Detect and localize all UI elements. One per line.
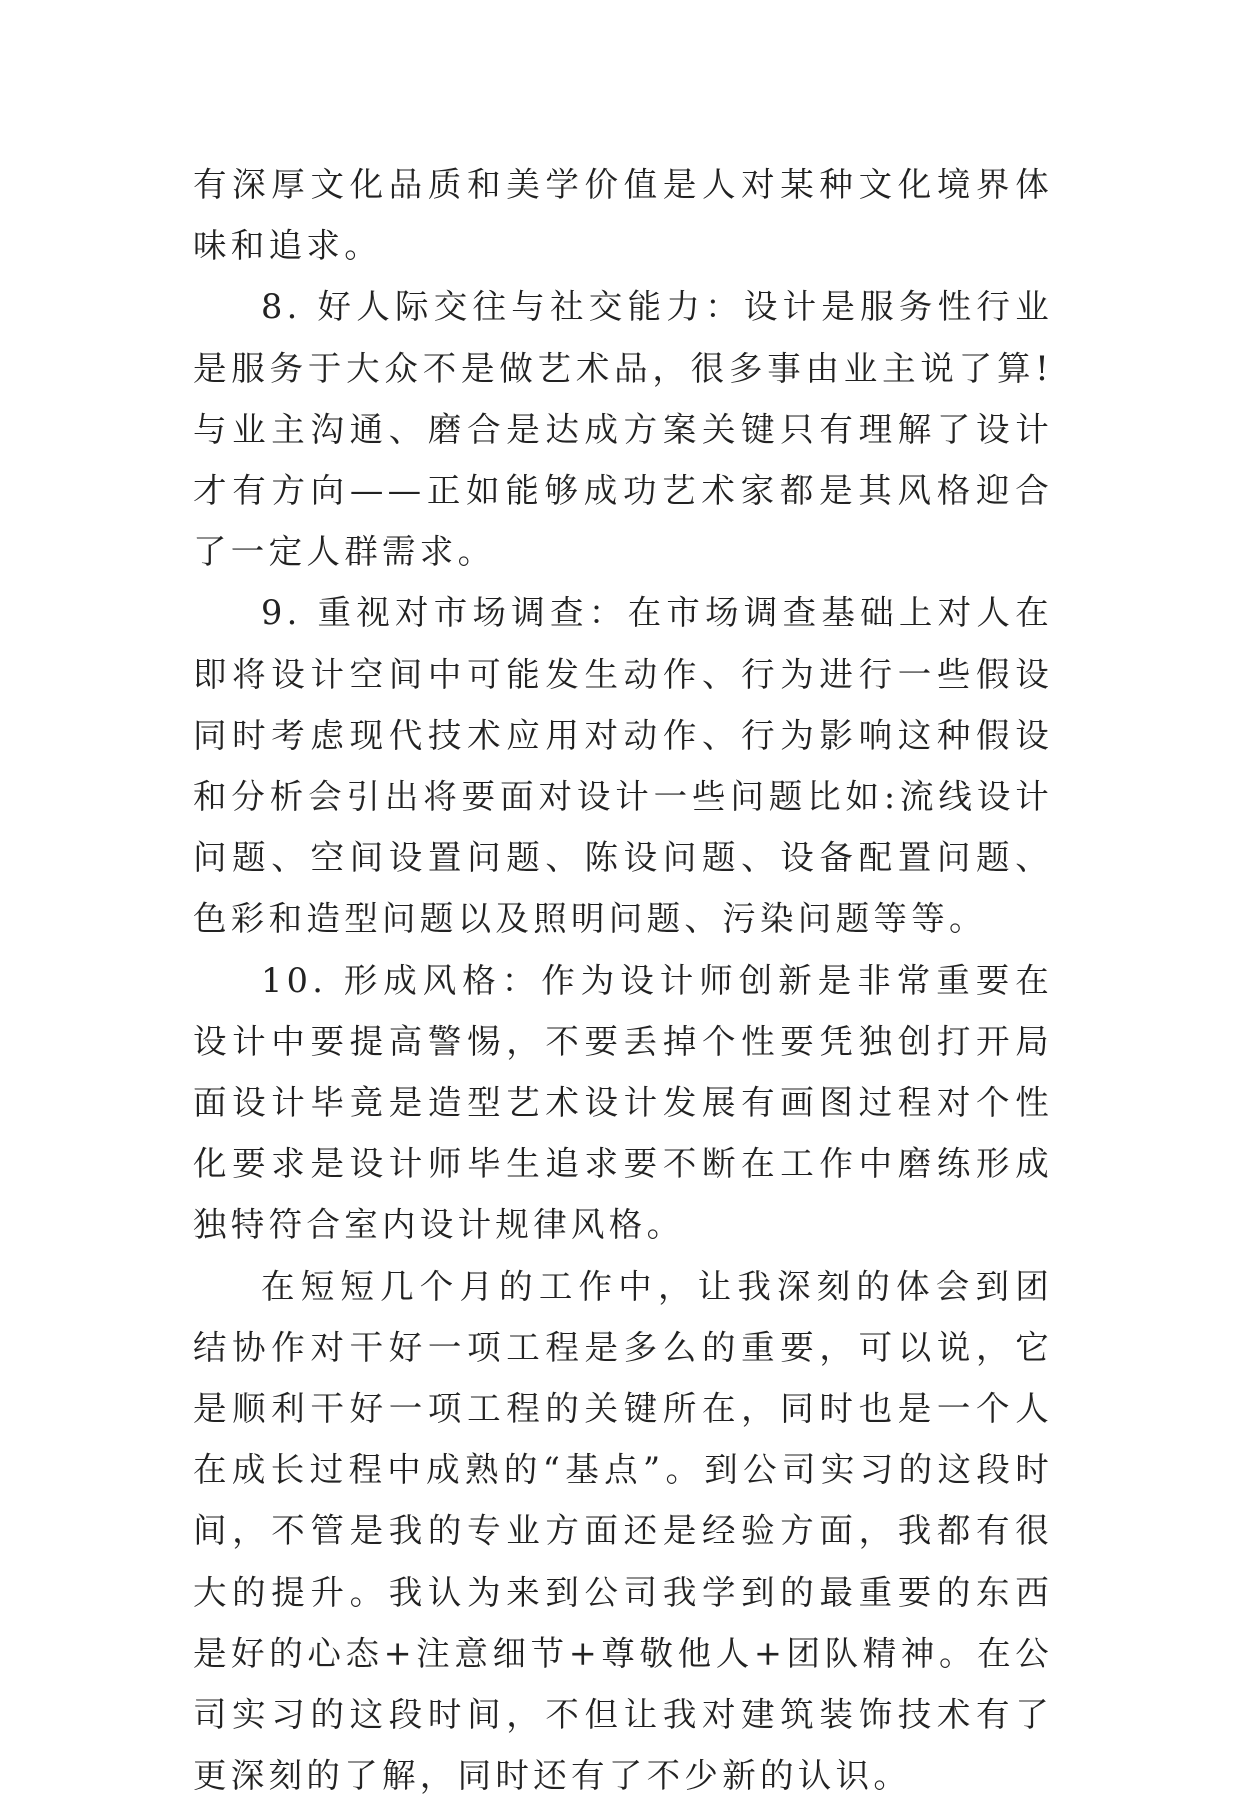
document-body: [193, 154, 1053, 1806]
paragraph-continuation: 有深厚文化品质和美学价值是人对某种文化境界体味和追求。: [193, 165, 1053, 266]
paragraph-item-8: 8. 好人际交往与社交能力：设计是服务性行业是服务于大众不是做艺术品，很多事由业主说了算!与业主沟通、磨合是达成方案关键只有理解了设计才有方向——正如能够成功艺术家都是其风格迎合了一定人群需求。: [193, 287, 1053, 572]
paragraph-item-10: 10. 形成风格：作为设计师创新是非常重要在设计中要提高警惕，不要丢掉个性要凭独创打开局面设计毕竟是造型艺术设计发展有画图过程对个性化要求是设计师毕生追求要不断在工作中磨练形成独特符合室内设计规律风格。: [193, 960, 1053, 1245]
paragraph-item-9: 9. 重视对市场调查：在市场调查基础上对人在即将设计空间中可能发生动作、行为进行一些假设同时考虑现代技术应用对动作、行为影响这种假设和分析会引出将要面对设计一些问题比如:流线设计问题、空间设置问题、陈设问题、设备配置问题、色彩和造型问题以及照明问题、污染问题等等。: [193, 593, 1053, 939]
paragraph-summary: 在短短几个月的工作中，让我深刻的体会到团结协作对干好一项工程是多么的重要，可以说，它是顺利干好一项工程的关键所在，同时也是一个人在成长过程中成熟的“基点”。到公司实习的这段时间，不管是我的专业方面还是经验方面，我都有很大的提升。我认为来到公司我学到的最重要的东西是好的心态+注意细节+尊敬他人+团队精神。在公司实习的这段时间，不但让我对建筑装饰技术有了更深刻的了解，同时还有了不少新的认识。: [193, 1266, 1053, 1796]
